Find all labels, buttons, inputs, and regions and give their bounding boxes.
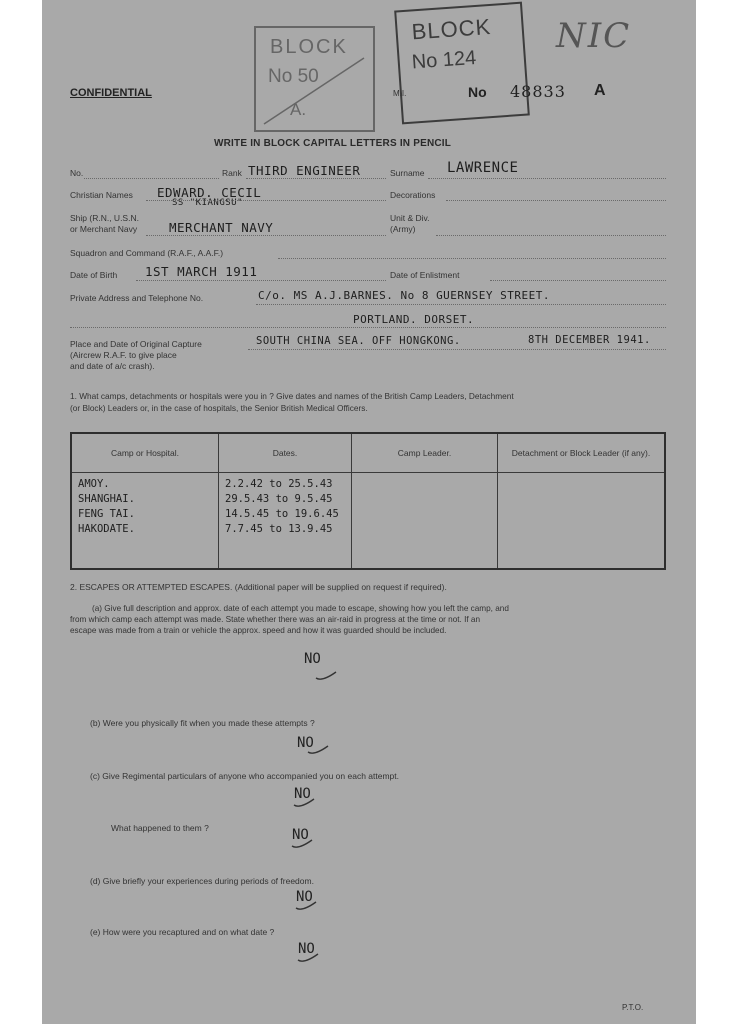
capture-date: 8TH DECEMBER 1941. [528,334,651,346]
squadron-line [278,258,666,259]
q1-text-2: (or Block) Leaders or, in the case of hospitals, the Senior British Medical Officers. [70,403,368,413]
instruction-heading: WRITE IN BLOCK CAPITAL LETTERS IN PENCIL [214,138,452,149]
tick-mark [290,838,314,850]
dob-label: Date of Birth [70,270,118,280]
dob-value: 1ST MARCH 1911 [145,264,258,279]
q2-e: (e) How were you recaptured and on what date ? [90,927,275,937]
camp-table-body [71,473,665,570]
stamp-block-letter: A. [290,100,307,119]
camp-table [70,432,666,570]
capture-label-3: and date of a/c crash). [70,361,155,371]
squadron-label: Squadron and Command (R.A.F., A.A.F.) [70,248,224,258]
col-header-detachment-leader: Detachment or Block Leader (if any). [498,433,666,473]
stamp-block-title: BLOCK [410,13,492,45]
stamp-block-title: BLOCK [270,36,348,58]
unit-label-1: Unit & Div. [390,213,430,223]
decorations-label: Decorations [390,190,436,200]
address-line1: C/o. MS A.J.BARNES. No 8 GUERNSEY STREET. [258,289,551,302]
form-no-label: No [468,84,487,100]
no-label: No. [70,168,84,178]
q2-d-answer: NO [296,889,313,905]
rank-line [246,178,386,179]
capture-label-2: (Aircrew R.A.F. to give place [70,350,177,360]
address-line2: PORTLAND. DORSET. [353,313,475,326]
unit-label-2: (Army) [390,224,416,234]
camp-name: SHANGHAI. [78,493,135,505]
address-line-rule2 [70,327,666,328]
christian-names-value: EDWARD. CECIL [157,185,262,200]
enlistment-label: Date of Enlistment [390,270,460,280]
camp-dates: 29.5.43 to 9.5.45 [225,493,333,505]
no-line [84,178,219,179]
surname-line [428,178,666,179]
tick-mark [296,952,320,964]
ship-value: MERCHANT NAVY [169,220,274,235]
q2-e-answer: NO [298,941,315,957]
tick-mark [314,670,338,682]
camp-name: AMOY. [78,478,110,490]
ship-line [146,235,386,236]
classification-label: CONFIDENTIAL [70,87,152,99]
q1-text-1: 1. What camps, detachments or hospitals were you in ? Give dates and names of the British Camp Leaders, Detachment [70,391,514,401]
camp-leader-cell [352,473,498,570]
block-stamp-right [394,2,530,125]
address-label: Private Address and Telephone No. [70,293,204,303]
col-header-camp-leader: Camp Leader. [352,433,498,473]
q2-heading: 2. ESCAPES OR ATTEMPTED ESCAPES. (Additional paper will be supplied on request if required). [70,582,447,592]
camp-dates-cell [219,473,352,570]
camp-names-cell [71,473,219,570]
q2-a-line2: from which camp each attempt was made. State whether there was an air-raid in progress at the time or not. If an [70,615,481,624]
handwritten-nic: NIC [556,16,632,56]
camp-name: FENG TAI. [78,508,135,520]
q2-d: (d) Give briefly your experiences during periods of freedom. [90,876,314,886]
decorations-line [446,200,666,201]
tick-mark [306,744,330,756]
ship-note: SS "KIANGSU" [172,198,244,208]
ship-label-2: or Merchant Navy [70,224,138,234]
tick-mark [292,797,316,809]
stamp-block-number: No 50 [268,66,319,87]
mi-label: M.I. [393,89,407,98]
stamp-block-number: No 124 [411,47,477,74]
q2-a-answer: NO [304,651,321,667]
q2-c-answer: NO [294,786,311,802]
capture-label-1: Place and Date of Original Capture [70,339,202,349]
tick-mark [294,900,318,912]
unit-line [436,235,666,236]
address-line-rule1 [256,304,666,305]
q2-c: (c) Give Regimental particulars of anyone who accompanied you on each attempt. [90,771,399,781]
capture-value: SOUTH CHINA SEA. OFF HONGKONG. [256,335,461,347]
form-no-value: 48833 [510,82,566,101]
form-suffix: A [594,82,606,99]
q2-a-line3: escape was made from a train or vehicle the approx. speed and how it was guarded should be included. [70,626,447,635]
surname-label: Surname [390,168,425,178]
stamp-slash [256,28,373,130]
camp-table-header-row [71,433,665,473]
camp-dates: 7.7.45 to 13.9.45 [225,523,333,535]
rank-value: THIRD ENGINEER [248,163,361,178]
enlistment-line [490,280,666,281]
surname-value: LAWRENCE [447,160,519,176]
pto-label: P.T.O. [622,1003,644,1012]
q2-b-answer: NO [297,735,314,751]
capture-line [248,349,666,350]
q2-c2: What happened to them ? [111,823,209,833]
q2-a-line1: (a) Give full description and approx. date of each attempt you made to escape, showing how you left the camp, and [92,604,509,613]
camp-dates: 14.5.45 to 19.6.45 [225,508,339,520]
detachment-leader-cell [498,473,666,570]
christian-names-label: Christian Names [70,190,133,200]
christian-names-line [146,200,386,201]
ship-label-1: Ship (R.N., U.S.N. [70,213,139,223]
q2-c2-answer: NO [292,827,309,843]
camp-dates: 2.2.42 to 25.5.43 [225,478,333,490]
camp-name: HAKODATE. [78,523,135,535]
rank-label: Rank [222,168,242,178]
col-header-camp: Camp or Hospital. [71,433,219,473]
dob-line [136,280,386,281]
q2-b: (b) Were you physically fit when you made these attempts ? [90,718,315,728]
col-header-dates: Dates. [219,433,352,473]
block-stamp-left [254,26,375,132]
